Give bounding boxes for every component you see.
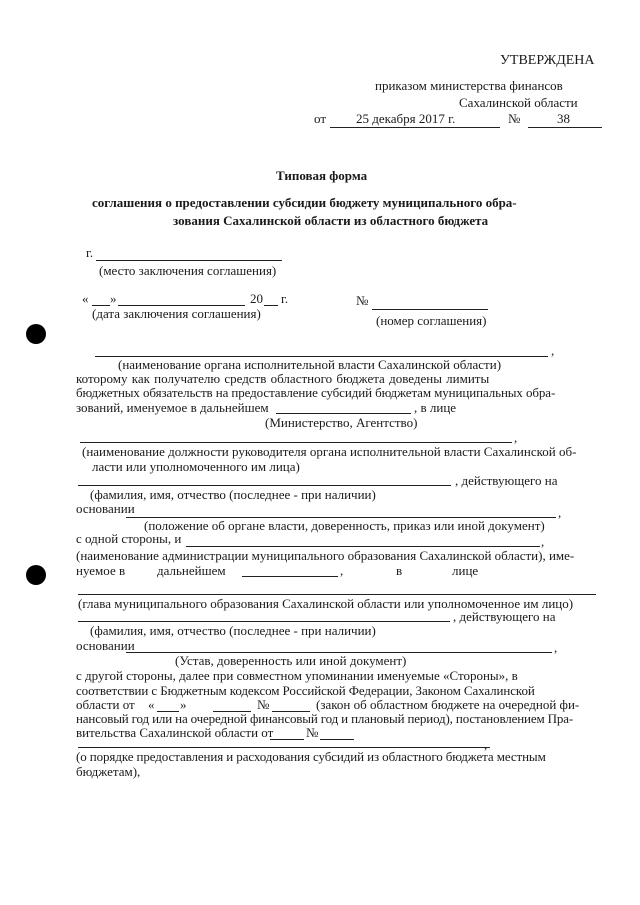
body-line-22b: «: [148, 697, 155, 712]
resolution-date-field: [270, 739, 304, 740]
head-name-field: [78, 485, 451, 486]
date-caption: (дата заключения соглашения): [92, 306, 261, 321]
order-number-label: №: [508, 111, 521, 126]
date-close-quote: »: [110, 291, 117, 306]
order-line-1: приказом министерства финансов: [375, 78, 563, 93]
body-line-20: с другой стороны, далее при совместном упоминании именуемые «Стороны», в: [76, 668, 518, 683]
body-comma-1: ,: [551, 343, 555, 358]
title-line-1: Типовая форма: [276, 168, 368, 183]
body-line-24a: вительства Сахалинской области от: [76, 725, 274, 740]
from-label: от: [314, 111, 327, 126]
body-comma-4: ,: [541, 534, 545, 549]
head-position-field: [80, 442, 512, 443]
body-comma-2: ,: [514, 430, 518, 445]
body-line-18: основании: [76, 638, 135, 653]
order-number-underline: [528, 127, 602, 128]
date-year-field: [264, 305, 278, 306]
body-line-14d: в: [396, 563, 403, 578]
resolution-number-field: [320, 739, 354, 740]
head-mun-basis-caption: (Устав, доверенность или иной документ): [175, 653, 407, 668]
head-position-caption-1: (наименование должности руководителя органа исполнительной власти Сахалинской об-: [82, 444, 577, 459]
body-line-04b: , в лице: [414, 400, 457, 415]
body-comma-6: ,: [484, 737, 488, 752]
short-name-caption: (Министерство, Агентство): [265, 415, 418, 430]
resolution-title-field: [78, 747, 490, 748]
body-line-02: которому как получателю средств областного бюджета доведены лимиты: [76, 371, 490, 386]
head-mun-name-field: [78, 621, 450, 622]
body-line-14c: ,: [340, 563, 344, 578]
body-line-16: , действующего на: [453, 609, 556, 624]
agreement-number-label: №: [356, 293, 369, 308]
head-name-caption: (фамилия, имя, отчество (последнее - при наличии): [90, 487, 376, 502]
body-line-03: бюджетных обязательств на предоставление субсидий бюджетам муниципальных обра-: [76, 385, 556, 400]
body-line-22d: №: [257, 697, 270, 712]
short-name-field: [276, 413, 411, 414]
body-line-04a: зований, именуемое в дальнейшем: [76, 400, 269, 415]
body-line-14e: лице: [452, 563, 479, 578]
resolution-caption-2: бюджетам),: [76, 764, 141, 779]
hole-punch-bottom: [26, 565, 46, 585]
approved-label: УТВЕРЖДЕНА: [500, 53, 595, 68]
date-year: 20: [250, 291, 263, 306]
body-comma-3: ,: [558, 505, 562, 520]
body-line-22e: (закон об областном бюджете на очередной фи-: [316, 697, 580, 712]
body-line-22a: области от: [76, 697, 135, 712]
body-line-08: , действующего на: [455, 473, 558, 488]
body-line-24b: №: [306, 725, 319, 740]
municipality-field: [186, 546, 540, 547]
body-line-12: с одной стороны, и: [76, 531, 182, 546]
title-line-2: соглашения о предоставлении субсидии бюджету муниципального обра-: [92, 195, 517, 210]
head-mun-field: [78, 594, 596, 595]
body-line-21: соответствии с Бюджетным кодексом Российской Федерации, Законом Сахалинской: [76, 683, 535, 698]
place-caption: (место заключения соглашения): [99, 263, 277, 278]
municipality-short-field: [242, 576, 338, 577]
date-year-suffix: г.: [281, 291, 289, 306]
title-line-3: зования Сахалинской области из областного бюджета: [173, 213, 489, 228]
head-basis-caption: (положение об органе власти, доверенность, приказ или иной документ): [144, 518, 545, 533]
body-line-14a: нуемое в: [76, 563, 126, 578]
head-mun-name-caption: (фамилия, имя, отчество (последнее - при наличии): [90, 623, 376, 638]
body-comma-5: ,: [554, 640, 558, 655]
head-position-caption-2: ласти или уполномоченного им лица): [92, 459, 300, 474]
place-field: [96, 260, 282, 261]
hole-punch-top: [26, 324, 46, 344]
order-date-underline: [330, 127, 500, 128]
order-number: 38: [557, 111, 570, 126]
order-date: 25 декабря 2017 г.: [356, 111, 456, 126]
body-line-22c: »: [180, 697, 187, 712]
agreement-number-caption: (номер соглашения): [376, 313, 487, 328]
order-line-2: Сахалинской области: [459, 95, 578, 110]
body-line-10: основании: [76, 501, 135, 516]
body-line-14b: дальнейшем: [157, 563, 226, 578]
place-prefix: г.: [86, 245, 94, 260]
authority-caption: (наименование органа исполнительной власти Сахалинской области): [118, 357, 502, 372]
agreement-number-field: [372, 309, 488, 310]
resolution-caption-1: (о порядке предоставления и расходования субсидий из областного бюджета местным: [76, 749, 546, 764]
head-mun-caption: (глава муниципального образования Сахалинской области или уполномоченное им лицо): [78, 596, 574, 611]
body-line-23: нансовый год или на очередной финансовый год и плановый период), постановлением Пра-: [76, 711, 574, 726]
municipality-caption: (наименование администрации муниципального образования Сахалинской области), име-: [76, 548, 575, 563]
date-open-quote: «: [82, 291, 89, 306]
